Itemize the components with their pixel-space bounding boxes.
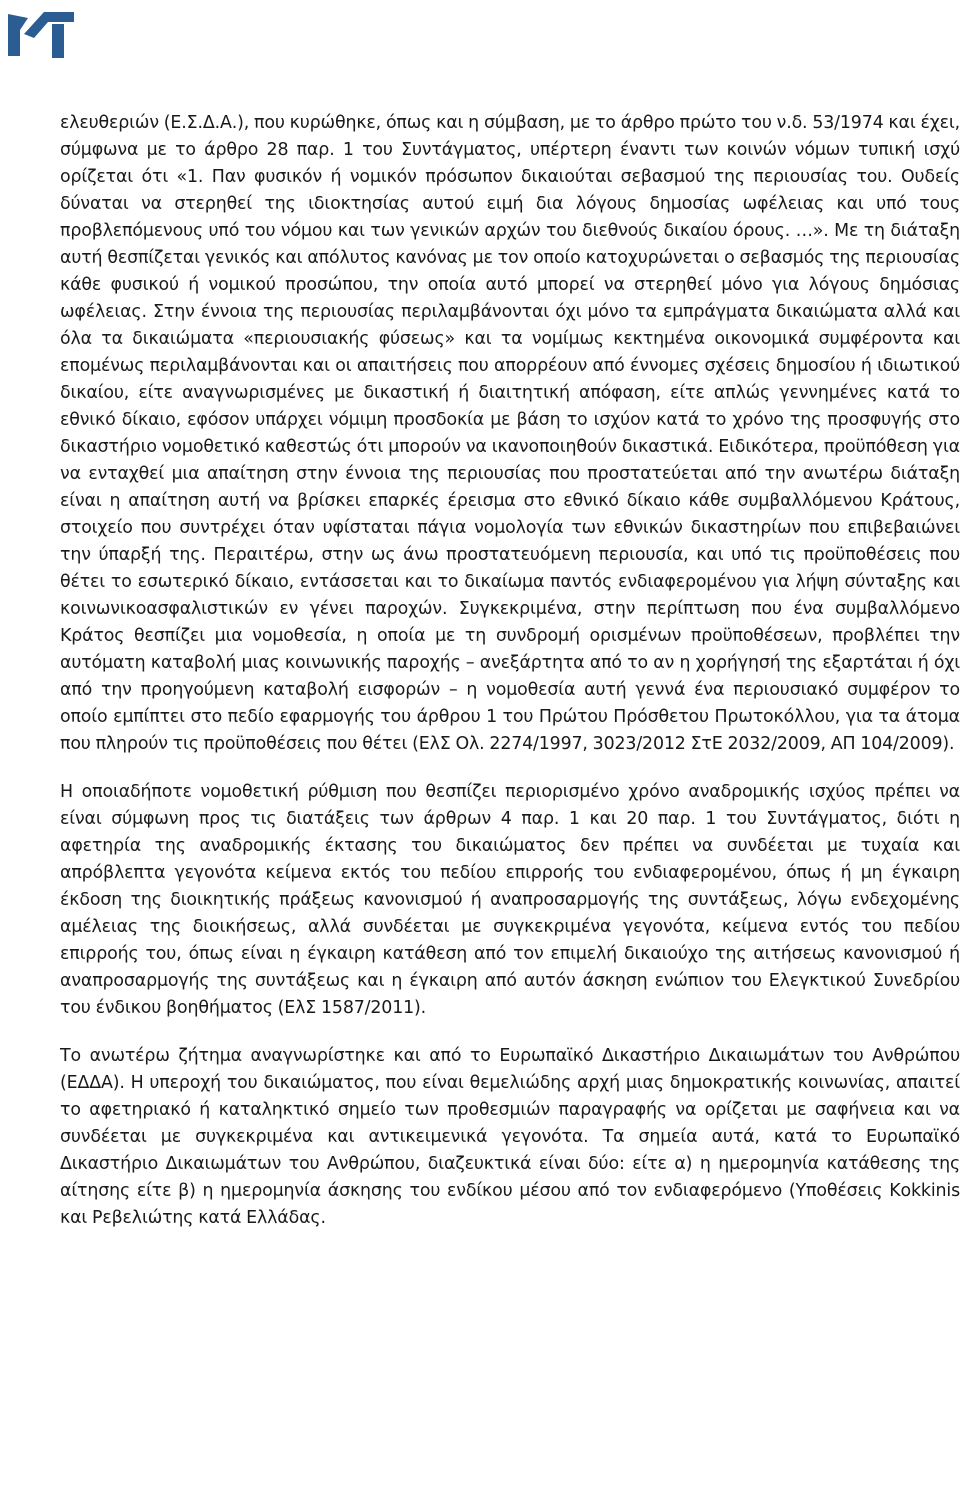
logo-icon — [4, 4, 76, 64]
paragraph: Το ανωτέρω ζήτημα αναγνωρίστηκε και από το Ευρωπαϊκό Δικαστήριο Δικαιωμάτων του Ανθρώπου (ΕΔΔΑ). Η υπεροχή του δικαιώματος, που είναι θεμελιώδης αρχή μιας δημοκρατικής κοινωνίας, απαιτεί το αφετηριακό ή καταληκτικό σημείο των προθεσμιών παραγραφής να ορίζεται με σαφήνεια και να συνδέεται με συγκεκριμένα και αντικειμενικά γεγονότα. Τα σημεία αυτά, κατά το Ευρωπαϊκό Δικαστήριο Δικαιωμάτων του Ανθρώπου, διαζευκτικά είναι δύο: είτε α) η ημερομηνία κατάθεσης της αίτησης είτε β) η ημερομηνία άσκησης του ενδίκου μέσου από τον ενδιαφερόμενο (Υποθέσεις Κokkinis και Ρεβελιώτης κατά Ελλάδας. — [60, 1046, 960, 1228]
paragraph: ελευθεριών (Ε.Σ.Δ.Α.), που κυρώθηκε, όπως και η σύμβαση, με το άρθρο πρώτο του ν.δ. 53/1974 και έχει, σύμφωνα με το άρθρο 28 παρ. 1 του Συντάγματος, υπέρτερη έναντι των κοινών νόμων τυπική ισχύ ορίζεται ότι «1. Παν φυσικόν ή νομικόν πρόσωπον δικαιούται σεβασμού της περιουσίας του. Ουδείς δύναται να στερηθεί της ιδιοκτησίας αυτού ειμή δια λόγους δημοσίας ωφέλειας και υπό τους προβλεπόμενους υπό του νόμου και των γενικών αρχών του διεθνούς δικαίου όρους. …». Με τη διάταξη αυτή θεσπίζεται γενικός και απόλυτος κανόνας με τον οποίο κατοχυρώνεται ο σεβασμός της περιουσίας κάθε φυσικού ή νομικού προσώπου, την οποία αυτό μπορεί να στερηθεί μόνο για λόγους δημόσιας ωφέλειας. Στην έννοια της περιουσίας περιλαμβάνονται όχι μόνο τα εμπράγματα δικαιώματα αλλά και όλα τα δικαιώματα «περιουσιακής φύσεως» και τα νομίμως κεκτημένα οικονομικά συμφέροντα και επομένως περιλαμβάνονται και οι απαιτήσεις που απορρέουν από έννομες σχέσεις δημοσίου ή ιδιωτικού δικαίου, είτε αναγνωρισμένες με δικαστική ή διαιτητική απόφαση, είτε απλώς γεννημένες κατά το εθνικό δίκαιο, εφόσον υπάρχει νόμιμη προσδοκία με βάση το ισχύον κατά το χρόνο της προσφυγής στο δικαστήριο νομοθετικό καθεστώς ότι μπορούν να ικανοποιηθούν δικαστικά. Ειδικότερα, προϋπόθεση για να ενταχθεί μια απαίτηση στην έννοια της περιουσίας που προστατεύεται από την ανωτέρω διάταξη είναι η απαίτηση αυτή να βρίσκει επαρκές έρεισμα στο εθνικό δίκαιο κάθε συμβαλλόμενου Κράτους, στοιχείο που συντρέχει όταν υφίσταται πάγια νομολογία των εθνικών δικαστηρίων που επιβεβαιώνει την ύπαρξή της. Περαιτέρω, στην ως άνω προστατευόμενη περιουσία, και υπό τις προϋποθέσεις που θέτει το εσωτερικό δίκαιο, εντάσσεται και το δικαίωμα παντός ενδιαφερομένου για λήψη σύνταξης και κοινωνικοασφαλιστικών εν γένει παροχών. Συγκεκριμένα, στην περίπτωση που ένα συμβαλλόμενο Κράτος θεσπίζει μια νομοθεσία, η οποία με τη συνδρομή ορισμένων προϋποθέσεων, προβλέπει την αυτόματη καταβολή μιας κοινωνικής παροχής – ανεξάρτητα από το αν η χορήγησή της εξαρτάται ή όχι από την προηγούμενη καταβολή εισφορών – η νομοθεσία αυτή γεννά ένα περιουσιακό συμφέρον το οποίο εμπίπτει στο πεδίο εφαρμογής του άρθρου 1 του Πρώτου Πρόσθετου Πρωτοκόλλου, για τα άτομα που πληρούν τις προϋποθέσεις που θέτει (ΕλΣ Ολ. 2274/1997, 3023/2012 ΣτΕ 2032/2009, ΑΠ 104/2009). — [60, 113, 960, 754]
paragraph: Η οποιαδήποτε νομοθετική ρύθμιση που θεσπίζει περιορισμένο χρόνο αναδρομικής ισχύος πρέπει να είναι σύμφωνη προς τις διατάξεις των άρθρων 4 παρ. 1 και 20 παρ. 1 του Συντάγματος, διότι η αφετηρία της αναδρομικής έκτασης του δικαιώματος δεν πρέπει να συνδέεται με τυχαία και απρόβλεπτα γεγονότα κείμενα εκτός του πεδίου επιρροής του ενδιαφερομένου, όπως ή μη έγκαιρη έκδοση της διοικητικής πράξεως κανονισμού ή αναπροσαρμογής της συντάξεως, λόγω ενδεχομένης αμέλειας της διοικήσεως, αλλά συνδέεται με συγκεκριμένα γεγονότα, κείμενα εντός του πεδίου επιρροής του, όπως είναι η έγκαιρη κατάθεση από τον επιμελή δικαιούχο της αιτήσεως κανονισμού ή αναπροσαρμογής της συντάξεως και η έγκαιρη από αυτόν άσκηση ενώπιον του Ελεγκτικού Συνεδρίου του ένδικου βοηθήματος (ΕλΣ 1587/2011). — [60, 782, 960, 1018]
logo-right-stroke — [52, 24, 64, 58]
logo-top-stroke — [24, 12, 74, 38]
logo-mark-icon — [4, 4, 76, 64]
logo-left-stroke — [8, 14, 28, 56]
document-body — [60, 110, 960, 1232]
